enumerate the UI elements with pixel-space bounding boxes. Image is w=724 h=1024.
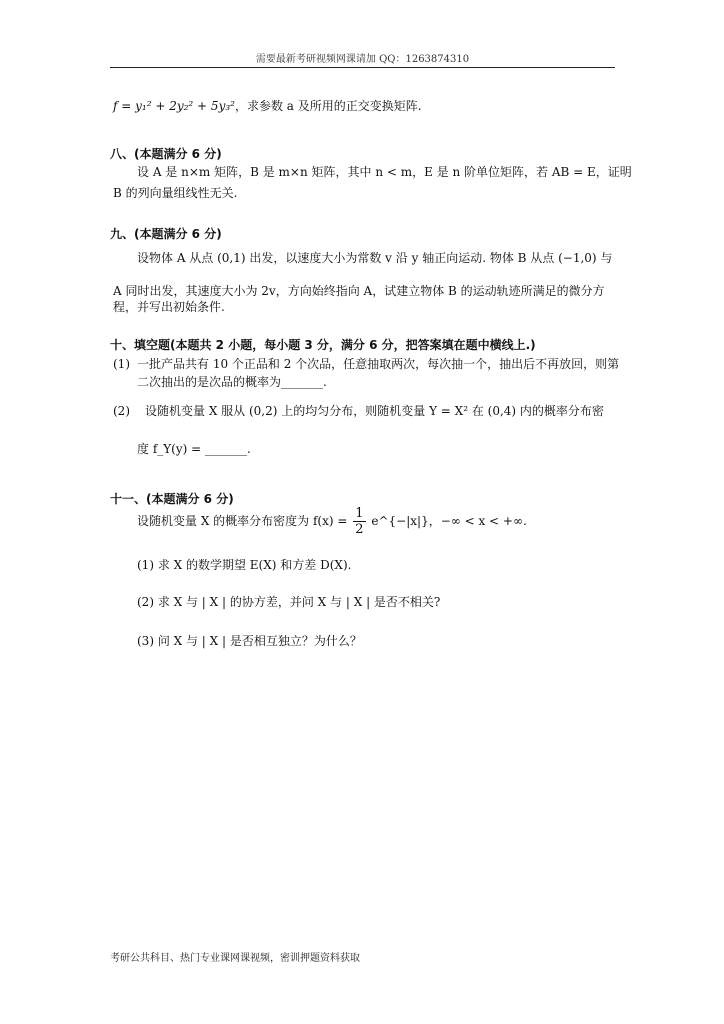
q10-heading: 十、填空题(本题共 2 小题，每小题 3 分，满分 6 分，把答案填在题中横线上.) (110, 338, 536, 352)
q11-frac-num: 1 (355, 506, 364, 521)
header-rule (110, 67, 615, 68)
q11-s3: (3) 问 X 与 | X | 是否相互独立？为什么？ (137, 634, 362, 648)
intro-line (113, 98, 422, 114)
q11-s1: (1) 求 X 的数学期望 E(X) 和方差 D(X). (137, 558, 352, 572)
q10-p1-line2: 二次抽出的是次品的概率为_______. (137, 375, 327, 389)
q8-heading: 八、(本题满分 6 分) (110, 147, 222, 161)
page-footer: 考研公共科目、热门专业课网课视频，密训押题资料获取 (110, 953, 360, 964)
q8-line2: B 的列向量组线性无关. (113, 186, 238, 200)
q8-line1: 设 A 是 n×m 矩阵，B 是 m×n 矩阵，其中 n < m，E 是 n 阶单位矩阵，若 AB = E，证明 (137, 165, 632, 179)
q10-p1-line1: 一批产品共有 10 个正品和 2 个次品，任意抽取两次，每次抽一个，抽出后不再放回，则第 (137, 357, 620, 371)
q10-p2-num: (2) (113, 404, 130, 418)
q9-line3: 程，并写出初始条件. (113, 300, 225, 314)
q11-s2: (2) 求 X 与 | X | 的协方差，并问 X 与 | X | 是否不相关? (137, 595, 441, 609)
q11-intro-text: 设随机变量 X 的概率分布密度为 f(x) = (137, 514, 348, 528)
intro-text: ，求参数 a 及所用的正交变换矩阵. (234, 99, 422, 113)
intro-formula: f = y₁² + 2y₂² + 5y₃² (113, 99, 235, 113)
q9-line2: A 同时出发，其速度大小为 2v，方向始终指向 A，试建立物体 B 的运动轨迹所满足的微分方 (113, 284, 605, 298)
q10-p1-num: (1) (113, 357, 130, 371)
page-header: 需要最新考研视频网课请加 QQ：1263874310 (255, 54, 470, 65)
q9-line1: 设物体 A 从点 (0,1) 出发，以速度大小为常数 v 沿 y 轴正向运动. 物体 B 从点 (−1,0) 与 (137, 251, 613, 265)
q10-p2-line1: 设随机变量 X 服从 (0,2) 上的均匀分布，则随机变量 Y = X² 在 (0,4) 内的概率分布密 (145, 404, 604, 418)
q11-heading: 十一、(本题满分 6 分) (110, 492, 234, 506)
q11-fraction (353, 506, 365, 537)
q11-intro (137, 506, 527, 537)
q10-p2-line2: 度 f_Y(y) = _______. (137, 442, 251, 456)
q9-heading: 九、(本题满分 6 分) (110, 227, 222, 241)
q11-exp-tail: e^{−|x|}，−∞ < x < +∞. (371, 514, 527, 528)
q11-frac-den: 2 (355, 522, 364, 537)
